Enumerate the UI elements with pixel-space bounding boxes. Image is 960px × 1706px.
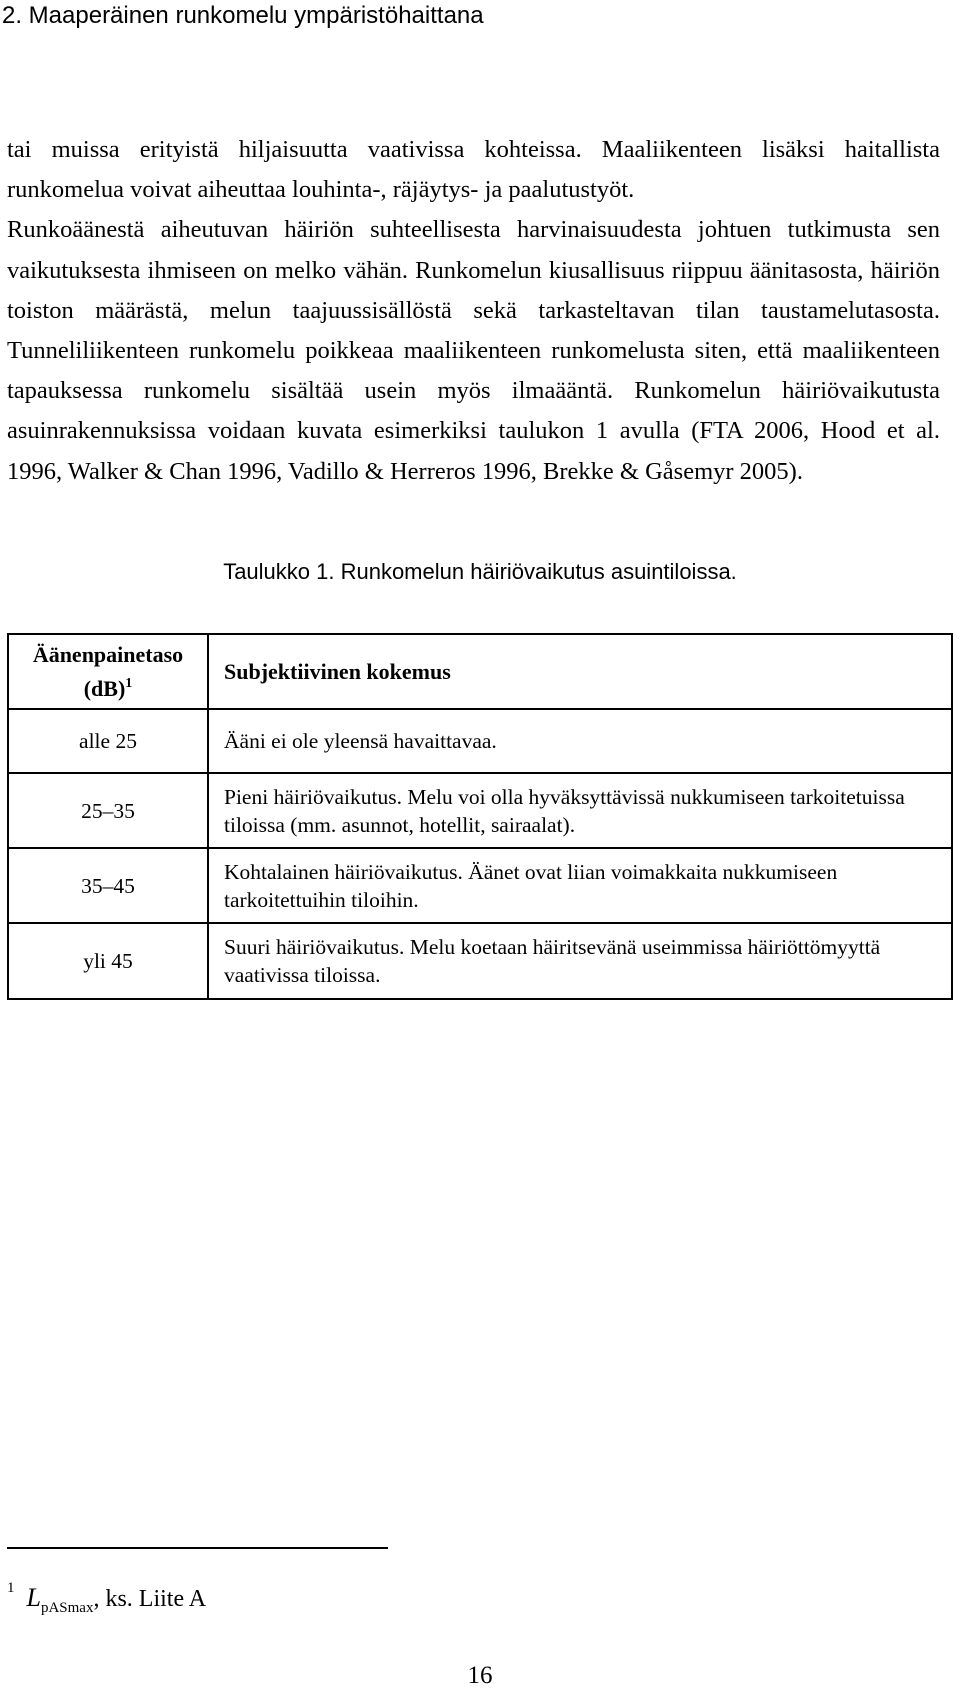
table-row	[8, 848, 952, 923]
paragraph-main: Runkoäänestä aiheutuvan häiriön suhteellisesta harvinaisuudesta johtuen tutkimusta sen vaikutuksesta ihmiseen on melko vähän. Runkomelun kiusallisuus riippuu äänitasosta, häiriön toiston määrästä, melun taajuussisällöstä sekä tarkasteltavan tilan taustamelutasosta. Tunneliliikenteen runkomelu poikkeaa maaliikenteen runkomelusta siten, että maaliikenteen tapauksessa runkomelu sisältää usein myös ilmaääntä. Runkomelun häiriövaikutusta asuinrakennuksissa voidaan kuvata esimerkiksi taulukon 1 avulla (FTA 2006, Hood et al. 1996, Walker & Chan 1996, Vadillo & Herreros 1996, Brekke & Gåsemyr 2005).	[7, 216, 940, 485]
footnote-subscript: pASmax	[40, 1600, 94, 1616]
footnote-separator	[7, 1547, 388, 1549]
table-caption: Taulukko 1. Runkomelun häiriövaikutus asuintiloissa.	[223, 559, 737, 584]
footnote-symbol: L	[26, 1583, 41, 1612]
experience-cell: Suuri häiriövaikutus. Melu koetaan häiritsevänä useimmissa häiriöttömyyttä vaativissa tiloissa.	[208, 923, 952, 999]
running-header: 2. Maaperäinen runkomelu ympäristöhaittana	[2, 2, 484, 29]
experience-cell: Kohtalainen häiriövaikutus. Äänet ovat liian voimakkaita nukkumiseen tarkoitettuihin tiloihin.	[208, 848, 952, 923]
experience-cell: Ääni ei ole yleensä havaittavaa.	[208, 709, 952, 773]
header-footnote-mark: 1	[125, 675, 133, 691]
level-cell: yli 45	[8, 923, 208, 999]
table-row	[8, 923, 952, 999]
table-row	[8, 773, 952, 848]
disturbance-table	[7, 633, 953, 1000]
table-header-row	[8, 634, 952, 709]
footnote	[7, 1582, 206, 1618]
footnote-mark: 1	[7, 1580, 15, 1596]
level-cell: 25–35	[8, 773, 208, 848]
header-level-line2: (dB)	[83, 675, 126, 701]
body-text	[7, 130, 940, 492]
level-cell: alle 25	[8, 709, 208, 773]
header-sound-level	[8, 634, 208, 709]
level-cell: 35–45	[8, 848, 208, 923]
footnote-text: , ks. Liite A	[93, 1586, 207, 1612]
paragraph-continuation: tai muissa erityistä hiljaisuutta vaativissa kohteissa. Maaliikenteen lisäksi haitallista runkomelua voivat aiheuttaa louhinta-, räjäytys- ja paalutustyöt.	[7, 136, 940, 204]
table-row	[8, 709, 952, 773]
header-level-line1: Äänenpainetaso	[32, 641, 184, 667]
experience-cell: Pieni häiriövaikutus. Melu voi olla hyväksyttävissä nukkumiseen tarkoitetuissa tiloissa (mm. asunnot, hotellit, sairaalat).	[208, 773, 952, 848]
page-number: 16	[467, 1662, 493, 1689]
header-subjective-experience: Subjektiivinen kokemus	[208, 634, 952, 709]
